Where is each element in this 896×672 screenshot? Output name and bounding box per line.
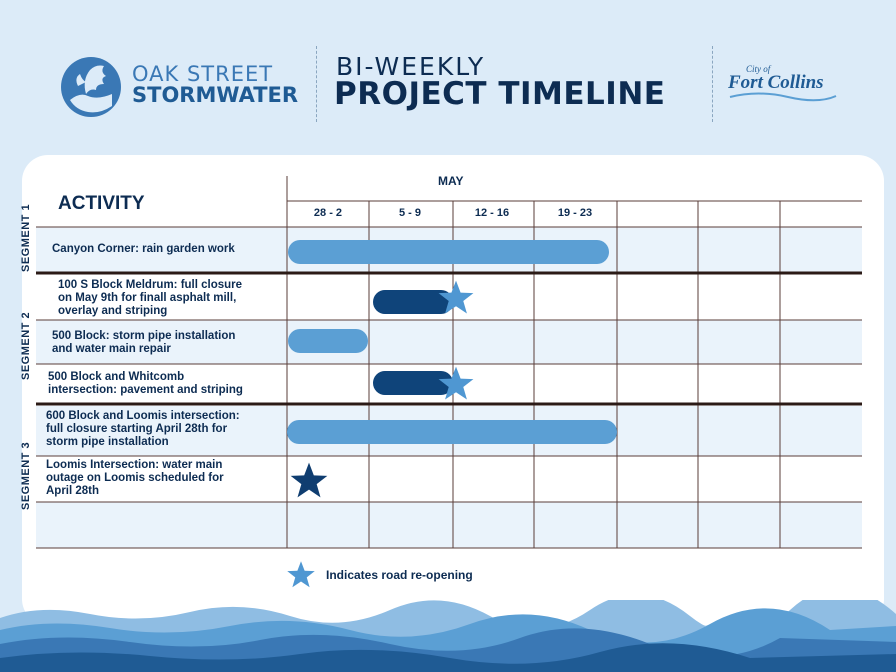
row-label-6 — [46, 459, 224, 498]
star-icon — [289, 461, 329, 501]
week-header-1: 28 - 2 — [313, 207, 343, 219]
segment-label-2: SEGMENT 2 — [20, 311, 32, 380]
row-label-text: 600 Block and Loomis intersection: — [46, 410, 240, 422]
week-header-3: 12 - 16 — [474, 207, 510, 219]
segment-label-3: SEGMENT 3 — [20, 441, 32, 510]
waves-decoration — [0, 600, 896, 672]
brand-line1: OAK STREET — [132, 62, 274, 86]
row-label-text: full closure starting April 28th for — [46, 423, 228, 435]
segment-label-1: SEGMENT 1 — [20, 203, 32, 272]
row-label-text: Loomis Intersection: water main — [46, 459, 223, 471]
month-header: MAY — [438, 174, 464, 188]
star-icon — [437, 279, 475, 317]
row-label-text: overlay and striping — [58, 305, 168, 317]
row-label-text: and water main repair — [52, 343, 171, 355]
title-line1: BI-WEEKLY — [336, 52, 486, 81]
timeline-bar-canyon-corner — [288, 240, 609, 264]
row-label-4 — [48, 371, 243, 397]
row-label-text: outage on Loomis scheduled for — [46, 472, 224, 484]
title-line2: PROJECT TIMELINE — [334, 76, 666, 112]
star-icon — [437, 365, 475, 403]
row-label-text: storm pipe installation — [46, 436, 169, 448]
row-label-text: Canyon Corner: rain garden work — [52, 243, 235, 255]
row-label-text: 100 S Block Meldrum: full closure — [58, 279, 243, 291]
row-label-1 — [52, 243, 235, 256]
row-label-text: 500 Block and Whitcomb — [48, 371, 185, 383]
row-label-2 — [58, 279, 242, 318]
week-header-2: 5 - 9 — [398, 207, 421, 219]
legend-text: Indicates road re-opening — [326, 568, 473, 582]
week-header-4: 19 - 23 — [557, 207, 593, 219]
city-logo-big: Fort Collins — [728, 72, 824, 93]
timeline-bar-500-block — [288, 329, 368, 353]
row-label-text: April 28th — [46, 485, 100, 497]
row-label-text: intersection: pavement and striping — [48, 384, 243, 396]
row-label-3 — [52, 330, 235, 356]
row-label-text: on May 9th for finall asphalt mill, — [58, 292, 237, 304]
city-logo-small: City of — [746, 64, 771, 74]
row-label-text: 500 Block: storm pipe installation — [52, 330, 236, 342]
activity-header: ACTIVITY — [58, 193, 145, 214]
legend-star-icon — [286, 560, 316, 590]
timeline-bar-loomis — [287, 420, 617, 444]
brand-line2: STORMWATER — [132, 83, 299, 107]
row-label-5 — [46, 410, 240, 449]
